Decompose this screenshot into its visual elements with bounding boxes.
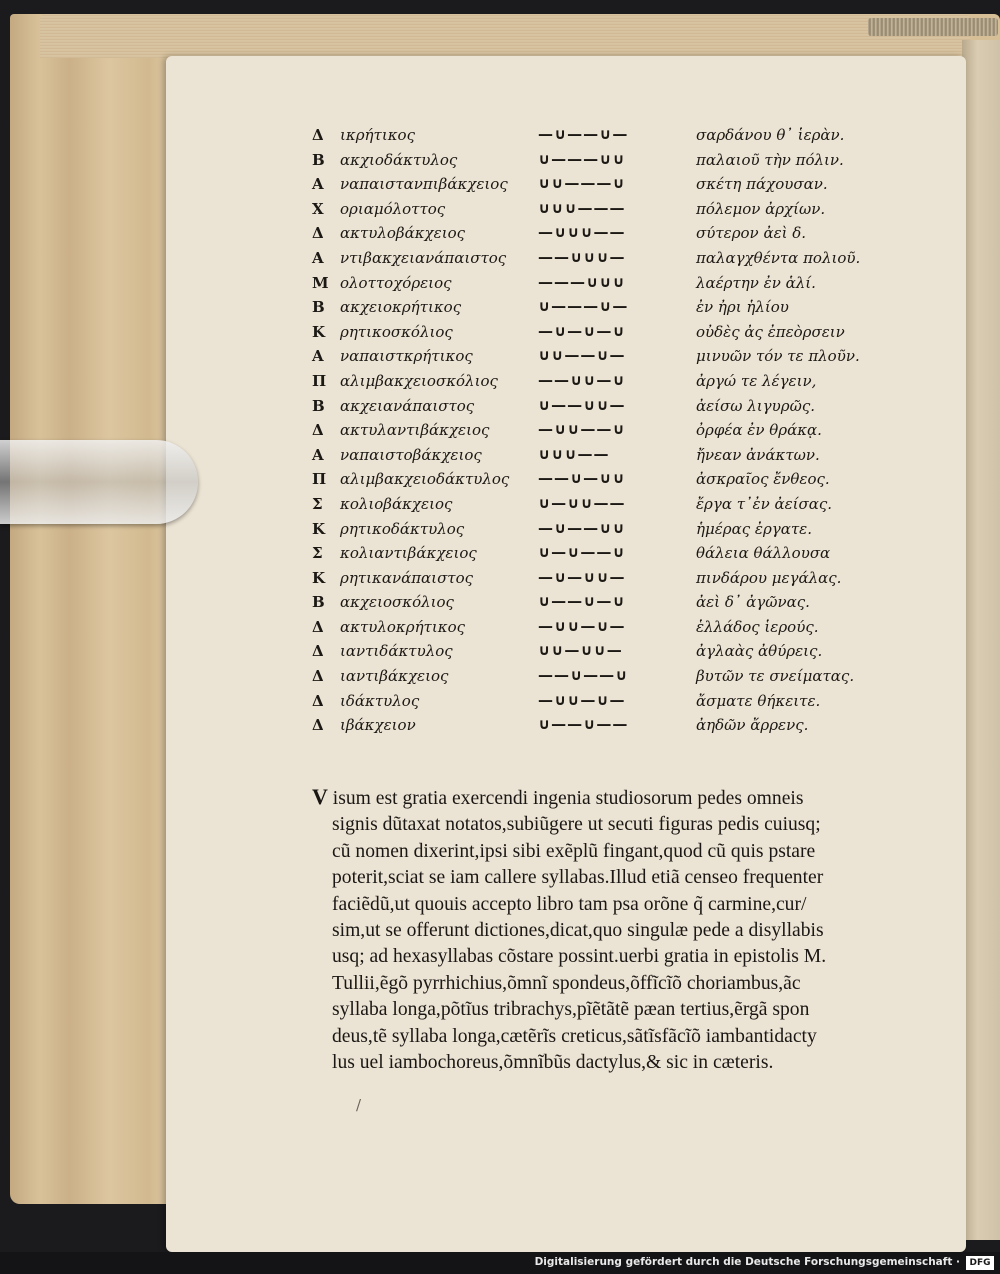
greek-example: ἀργώ τε λέγειν, [696, 371, 817, 390]
foot-name: ναπαιστανπιβάκχειος [340, 175, 508, 194]
paragraph-line [312, 944, 912, 970]
greek-example: παλαγχθέντα πολιοῦ. [696, 248, 861, 267]
meter-pattern: ——∪∪∪— [538, 247, 626, 266]
meter-pattern: ——∪—∪∪ [538, 469, 626, 488]
paragraph-line [312, 971, 912, 997]
greek-example: σκέτη πάχουσαν. [696, 175, 828, 194]
meter-pattern: ∪—∪∪—— [538, 493, 626, 512]
foot-name: ακτυλοκρήτικος [340, 617, 466, 636]
line-text: poterit,sciat se iam callere syllabas.Illud etiã censeo frequenter [332, 867, 824, 889]
greek-example: ἀσκραῖος ἔνθεος. [696, 470, 830, 489]
paragraph-line [312, 1050, 912, 1076]
foot-name: αλιμβακχειοδάκτυλος [340, 470, 510, 489]
table-row [312, 616, 912, 641]
line-text: lus uel iambochoreus,õmnĩbũs dactylus,& sic in cæteris. [332, 1052, 774, 1074]
paragraph-line [312, 865, 912, 891]
foot-name: ιαντιδάκτυλος [340, 642, 453, 661]
book-headband [868, 18, 998, 36]
line-text: usq; ad hexasyllabas cõstare possint.uerbi gratia in epistolis M. [332, 946, 827, 968]
table-row [312, 493, 912, 518]
paragraph-line [312, 839, 912, 865]
foot-name: ολοττοχόρειος [340, 273, 452, 292]
paragraph-line [312, 1024, 912, 1050]
foot-name: ντιβακχειανάπαιστος [340, 248, 507, 267]
foot-name: ιδάκτυλος [340, 691, 420, 710]
initial-letter: Π [312, 371, 327, 390]
meter-pattern: ∪———∪∪ [538, 149, 626, 168]
table-row [312, 665, 912, 690]
foot-name: ακχιοδάκτυλος [340, 150, 458, 169]
meter-pattern: ∪∪———∪ [538, 174, 626, 193]
page-holder-clip [0, 440, 198, 524]
table-row [312, 640, 912, 665]
initial-letter: Δ [312, 126, 324, 144]
paragraph-line [312, 997, 912, 1023]
table-row [312, 468, 912, 493]
foot-name: ακχειοσκόλιος [340, 593, 454, 612]
meter-pattern: —∪—∪—∪ [538, 321, 626, 340]
initial-letter: Κ [312, 568, 326, 587]
foot-name: ναπαιστοβάκχειος [340, 445, 482, 464]
meter-pattern: ∪∪——∪— [538, 346, 626, 365]
table-row [312, 149, 912, 174]
footer-credit: Digitalisierung gefördert durch die Deutsche Forschungsgemeinschaft · [534, 1256, 960, 1268]
meter-pattern: ∪∪∪——— [538, 198, 626, 217]
paragraph-line [312, 892, 912, 918]
initial-letter: Δ [312, 667, 324, 686]
initial-letter: Δ [312, 224, 324, 243]
initial-capital: V [312, 784, 328, 809]
line-text: isum est gratia exercendi ingenia studiosorum pedes omneis [327, 788, 804, 809]
initial-letter: Δ [312, 617, 324, 636]
foot-name: ακτυλαντιβάκχειος [340, 421, 490, 440]
line-text: Tullii,ẽgõ pyrrhichius,õmnĩ spondeus,õffĩcĩõ choriambus,ãc [332, 972, 801, 994]
meter-pattern: —∪——∪∪ [538, 518, 626, 537]
meter-pattern: —∪∪——∪ [538, 420, 626, 439]
metrical-feet-table [312, 124, 912, 739]
table-row [312, 567, 912, 592]
meter-pattern: ∪∪∪—— [538, 444, 610, 463]
greek-example: παλαιοῦ τὴν πόλιν. [696, 150, 844, 169]
paragraph-line [312, 918, 912, 944]
foot-name: ικρήτικος [340, 126, 415, 144]
greek-example: πινδάρου μεγάλας. [696, 568, 842, 587]
initial-letter: Δ [312, 421, 324, 440]
greek-example: ἐν ἠρι ἡλίου [696, 298, 789, 317]
initial-letter: Κ [312, 322, 326, 341]
line-text: deus,tẽ syllaba longa,cætẽrĩs creticus,sãtĩsfãcĩõ iambantidacty [332, 1025, 817, 1047]
initial-letter: Δ [312, 716, 324, 735]
table-row [312, 222, 912, 247]
foot-name: ρητικοδάκτυλος [340, 519, 465, 538]
meter-pattern: —∪∪—∪— [538, 690, 626, 709]
greek-example: ὀρφέα ἐν θράκᾳ. [696, 421, 822, 440]
greek-example: ἡμέρας ἐργατε. [696, 519, 812, 538]
table-row [312, 518, 912, 543]
greek-example: ἄσματε θήκειτε. [696, 691, 821, 710]
table-row [312, 370, 912, 395]
table-row [312, 247, 912, 272]
foot-name: ναπαιστκρήτικος [340, 347, 473, 366]
greek-example: ἑλλάδος ἱερούς. [696, 617, 819, 636]
meter-pattern: ∪∪—∪∪— [538, 641, 623, 660]
line-text: signis dũtaxat notatos,subiũgere ut secuti figuras pedis cuiusq; [332, 814, 821, 836]
initial-letter: Α [312, 175, 324, 194]
meter-pattern: ∪———∪— [538, 297, 629, 316]
greek-example: ἤνεαν ἀνάκτων. [696, 445, 820, 464]
greek-example: ἔργα τ᾽ἐν ἀείσας. [696, 494, 833, 513]
initial-letter: Χ [312, 199, 324, 218]
greek-example: σύτερον ἀεὶ δ. [696, 224, 807, 243]
meter-pattern: ——∪——∪ [538, 666, 629, 685]
initial-letter: Δ [312, 691, 324, 710]
meter-pattern: ——∪∪—∪ [538, 370, 626, 389]
table-row [312, 345, 912, 370]
line-text: faciẽdũ,ut quouis accepto libro tam psa orõne q̃ carmine,cur/ [332, 893, 807, 915]
greek-example: οὐδὲς ἀς ἐπεὸρσειν [696, 322, 845, 341]
greek-example: θάλεια θάλλουσα [696, 544, 831, 563]
greek-example: ἀείσω λιγυρῶς. [696, 396, 815, 415]
initial-letter: Π [312, 470, 327, 489]
table-row [312, 419, 912, 444]
meter-pattern: ∪——∪∪— [538, 395, 626, 414]
table-row [312, 542, 912, 567]
initial-letter: Δ [312, 642, 324, 661]
initial-letter: Α [312, 248, 324, 267]
foot-name: ιβάκχειον [340, 716, 416, 735]
meter-pattern: ∪——∪—— [538, 715, 629, 734]
meter-pattern: —∪—∪∪— [538, 567, 626, 586]
foot-name: κολιοβάκχειος [340, 494, 453, 513]
table-row [312, 173, 912, 198]
foot-name: αλιμβακχειοσκόλιος [340, 371, 498, 390]
initial-letter: Μ [312, 273, 329, 292]
greek-example: ἀγλαὰς ἀθύρεις. [696, 642, 823, 661]
table-row [312, 321, 912, 346]
foot-name: ρητικανάπαιστος [340, 568, 474, 587]
initial-letter: Α [312, 445, 324, 464]
line-text: syllaba longa,põtĩus tribrachys,pĩẽtãtẽ pæan tertius,ẽrgã spon [332, 999, 810, 1021]
stray-pen-mark: / [356, 1096, 362, 1114]
greek-example: λαέρτην ἐν ἁλί. [696, 273, 816, 292]
foot-name: ακχειοκρήτικος [340, 298, 462, 317]
meter-pattern: ∪——∪—∪ [538, 592, 626, 611]
meter-pattern: —∪∪∪—— [538, 223, 626, 242]
table-row [312, 690, 912, 715]
meter-pattern: —∪∪—∪— [538, 616, 626, 635]
initial-letter: Β [312, 396, 325, 415]
initial-letter: Α [312, 347, 324, 366]
latin-paragraph [312, 784, 912, 1076]
greek-example: ἀεὶ δ᾽ ἀγῶνας. [696, 593, 810, 612]
dfg-logo: DFG [966, 1256, 994, 1270]
greek-example: σαρδάνου θ᾽ ἱερὰν. [696, 126, 845, 144]
table-row [312, 296, 912, 321]
meter-pattern: ∪—∪——∪ [538, 543, 626, 562]
paragraph-line [312, 812, 912, 838]
paragraph-line [312, 784, 912, 812]
line-text: cũ nomen dixerint,ipsi sibi exẽplũ fingant,quod cũ quis pstare [332, 840, 816, 862]
initial-letter: Β [312, 298, 325, 317]
book-top-edge [40, 14, 970, 58]
table-row [312, 395, 912, 420]
initial-letter: Σ [312, 494, 323, 513]
foot-name: ακτυλοβάκχειος [340, 224, 466, 243]
foot-name: ιαντιβάκχειος [340, 667, 449, 686]
foot-name: κολιαντιβάκχειος [340, 544, 477, 563]
line-text: sim,ut se offerunt dictiones,dicat,quo singulæ pede a disyllabis [332, 920, 824, 942]
foot-name: ρητικοσκόλιος [340, 322, 453, 341]
greek-example: πόλεμον ἀρχίων. [696, 199, 826, 218]
greek-example: ἀηδῶν ἄρρενς. [696, 716, 809, 735]
greek-example: βυτῶν τε σνείματας. [696, 667, 855, 686]
footer-bar [0, 1252, 1000, 1274]
table-row [312, 714, 912, 739]
table-row [312, 124, 912, 149]
table-row [312, 591, 912, 616]
initial-letter: Κ [312, 519, 326, 538]
table-row [312, 272, 912, 297]
foot-name: ακχειανάπαιστος [340, 396, 475, 415]
table-row [312, 198, 912, 223]
facing-page-edge [962, 40, 1000, 1240]
greek-example: μινυῶν τόν τε πλοῦν. [696, 347, 860, 366]
meter-pattern: —∪——∪— [538, 125, 629, 143]
table-row [312, 444, 912, 469]
initial-letter: Β [312, 150, 325, 169]
initial-letter: Β [312, 593, 325, 612]
foot-name: οριαμόλοττος [340, 199, 446, 218]
meter-pattern: ———∪∪∪ [538, 272, 626, 291]
initial-letter: Σ [312, 544, 323, 563]
